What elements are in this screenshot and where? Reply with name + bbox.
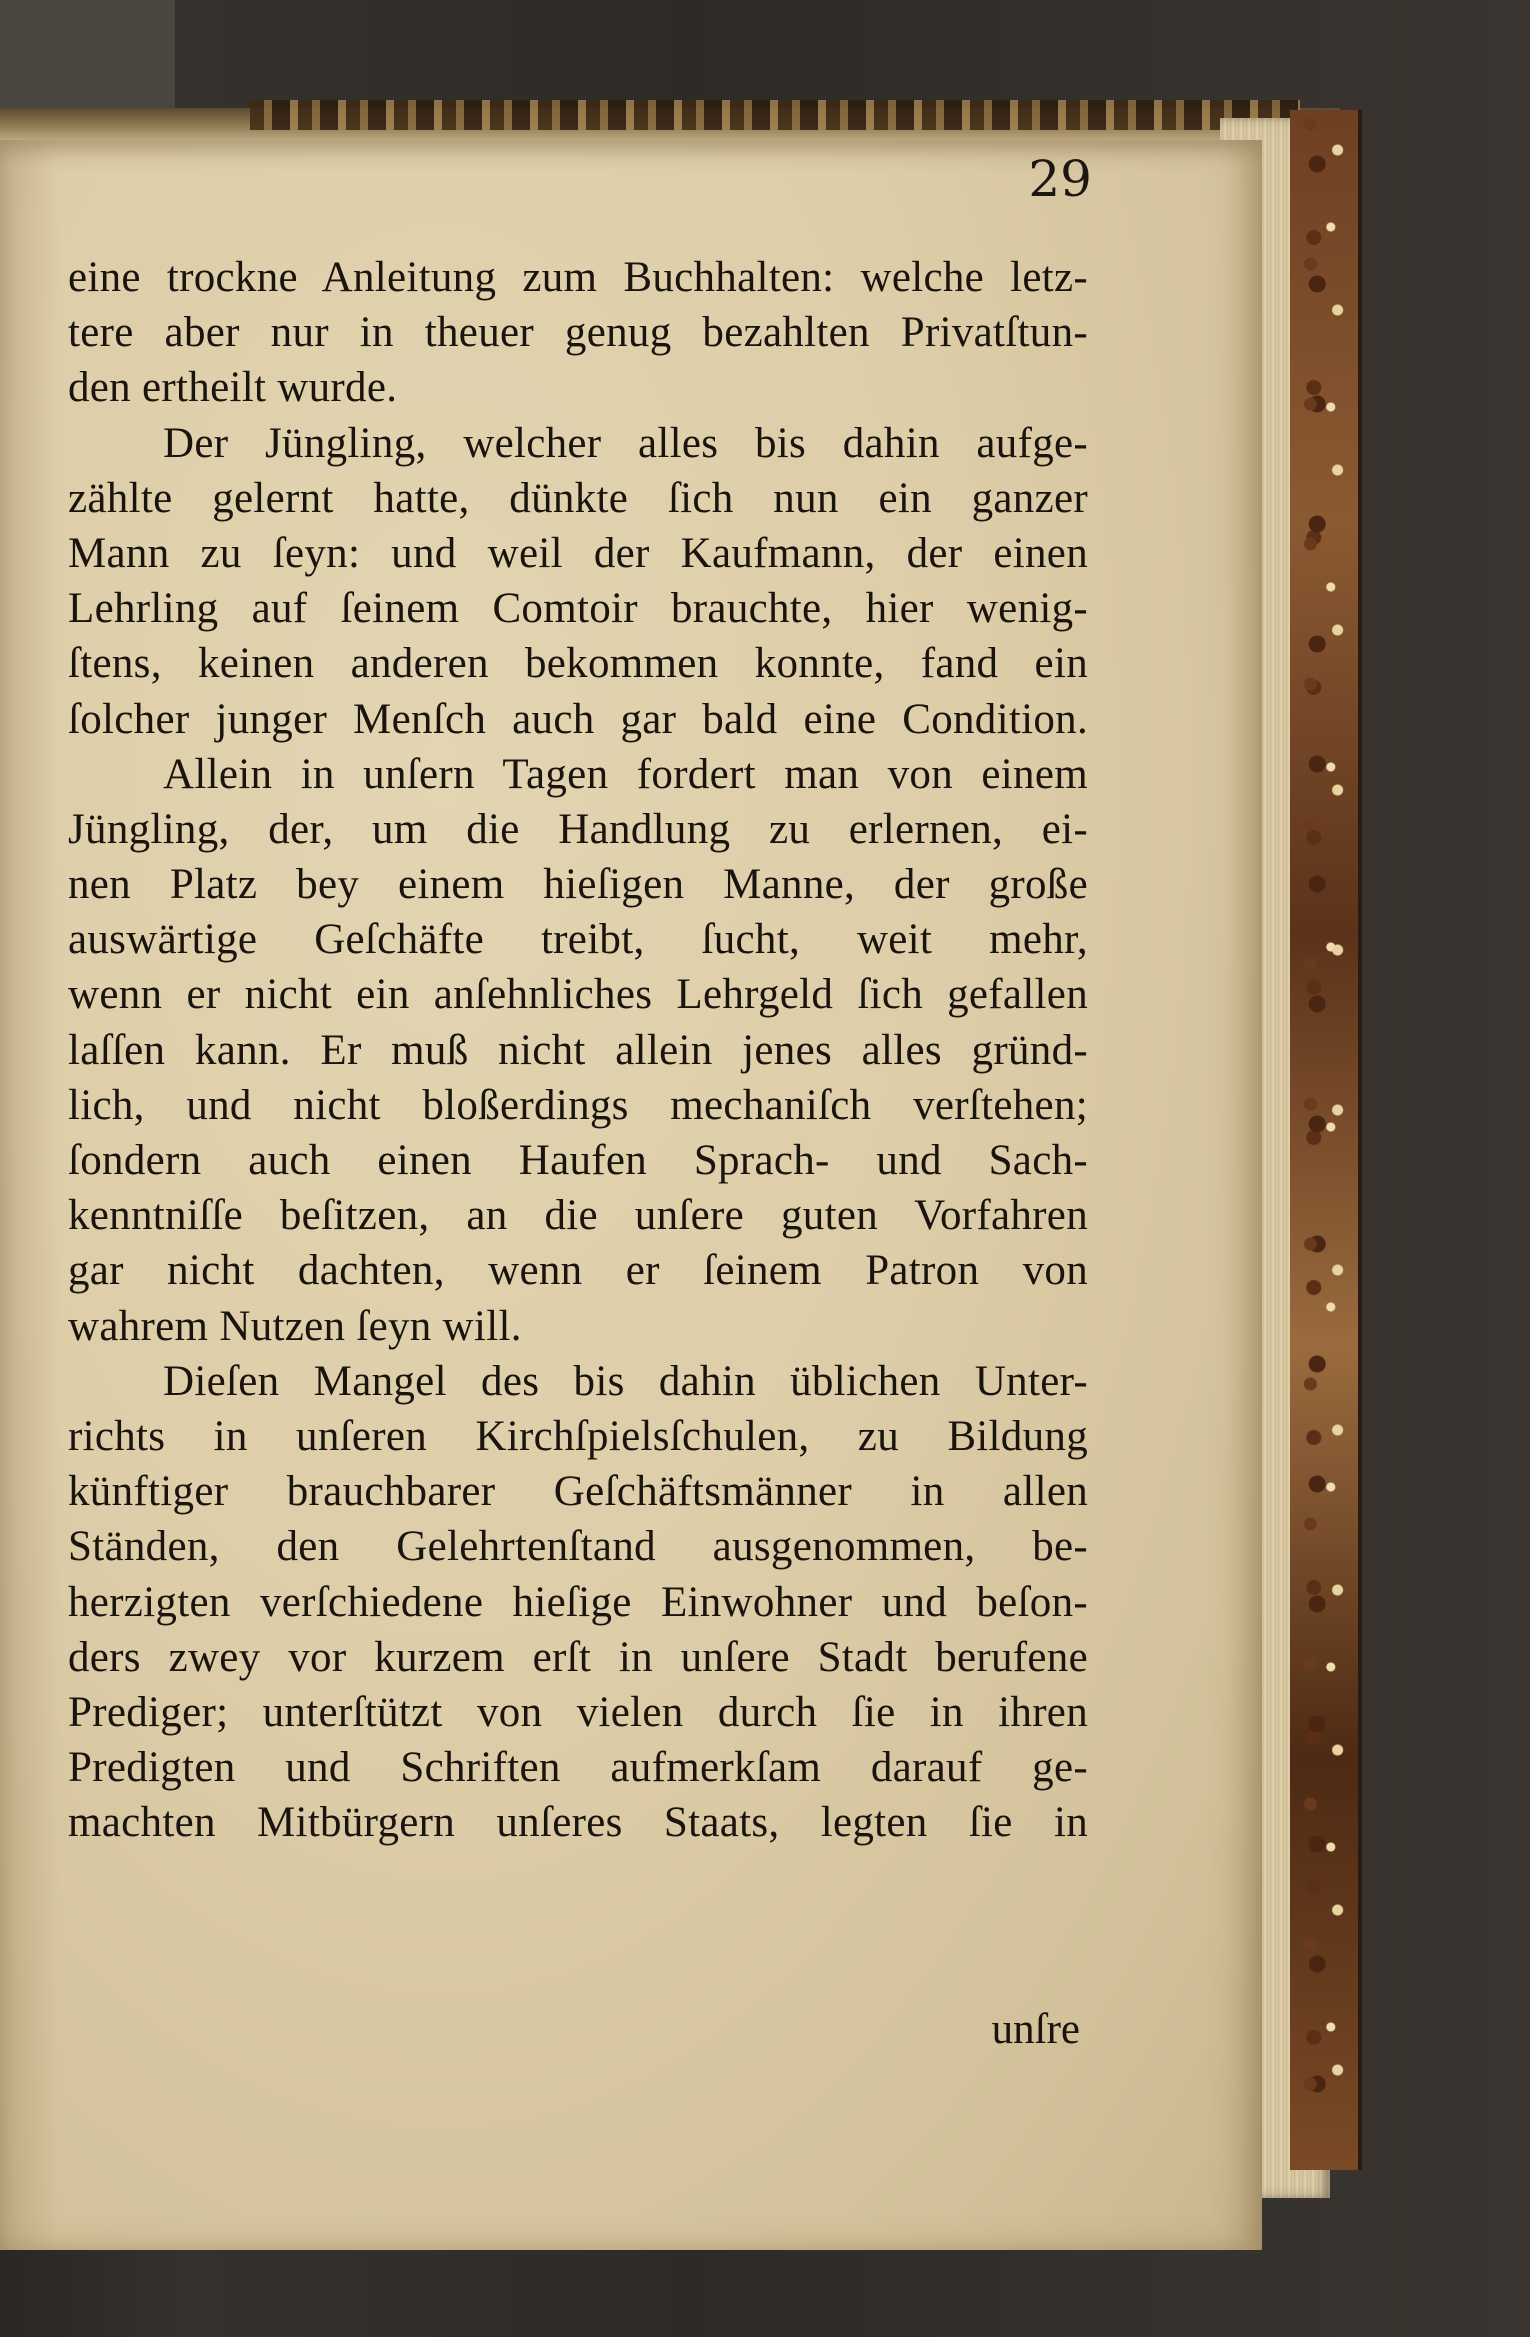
background-strip: [0, 0, 175, 120]
text-line: auswärtige Geſchäfte treibt, ſucht, weit mehr,: [68, 916, 1088, 964]
gutter-shadow: [0, 140, 60, 2250]
text-line: gar nicht dachten, wenn er ſeinem Patron von: [68, 1247, 1088, 1295]
text-line: ders zwey vor kurzem erſt in unſere Stadt berufene: [68, 1633, 1088, 1681]
text-line: herzigten verſchiedene hieſige Einwohner und beſon-: [68, 1578, 1088, 1626]
text-line: ſtens, keinen anderen bekommen konnte, fand ein: [68, 640, 1088, 688]
text-line: ſondern auch einen Haufen Sprach- und Sach-: [68, 1137, 1088, 1184]
page-text: [68, 250, 1088, 1850]
text-line: Lehrling auf ſeinem Comtoir brauchte, hier wenig-: [68, 585, 1088, 633]
text-line: machten Mitbürgern unſeres Staats, legten ſie in: [68, 1799, 1088, 1847]
text-line: Predigten und Schriften aufmerkſam darauf ge-: [68, 1744, 1088, 1792]
text-line: wenn er nicht ein anſehnliches Lehrgeld ſich gefallen: [68, 971, 1088, 1019]
text-line: kenntniſſe beſitzen, an die unſere guten Vorfahren: [68, 1192, 1088, 1240]
text-line: tere aber nur in theuer genug bezahlten Privatſtun-: [68, 309, 1088, 357]
book-cover-edge: [1290, 110, 1362, 2170]
text-line: künftiger brauchbarer Geſchäftsmänner in allen: [68, 1468, 1088, 1516]
text-line: Ständen, den Gelehrtenſtand ausgenommen, be-: [68, 1523, 1088, 1571]
text-line: lich, und nicht bloßerdings mechaniſch verſtehen;: [68, 1081, 1088, 1129]
page-number: 29: [1028, 150, 1092, 208]
text-line: ſolcher junger Menſch auch gar bald eine Condition.: [68, 695, 1088, 743]
text-line: den ertheilt wurde.: [68, 364, 398, 412]
text-line: Der Jüngling, welcher alles bis dahin aufge-: [163, 419, 1088, 467]
text-line: Jüngling, der, um die Handlung zu erlernen, ei-: [68, 805, 1088, 853]
text-line: eine trockne Anleitung zum Buchhalten: welche letz-: [68, 254, 1088, 301]
text-line: richts in unſeren Kirchſpielsſchulen, zu Bildung: [68, 1412, 1088, 1460]
text-line: laſſen kann. Er muß nicht allein jenes alles gründ-: [68, 1026, 1088, 1074]
book-head-marbling: [250, 100, 1300, 130]
text-line: Allein in unſern Tagen fordert man von einem: [163, 750, 1088, 798]
text-line: Dieſen Mangel des bis dahin üblichen Unter-: [163, 1357, 1088, 1405]
text-line: Prediger; unterſtützt von vielen durch ſie in ihren: [68, 1688, 1088, 1736]
text-line: zählte gelernt hatte, dünkte ſich nun ein ganzer: [68, 474, 1088, 522]
text-line: wahrem Nutzen ſeyn will.: [68, 1302, 522, 1350]
text-line: nen Platz bey einem hieſigen Manne, der große: [68, 861, 1088, 909]
text-line: Mann zu ſeyn: und weil der Kaufmann, der einen: [68, 529, 1088, 577]
catchword: unſre: [991, 2006, 1080, 2053]
